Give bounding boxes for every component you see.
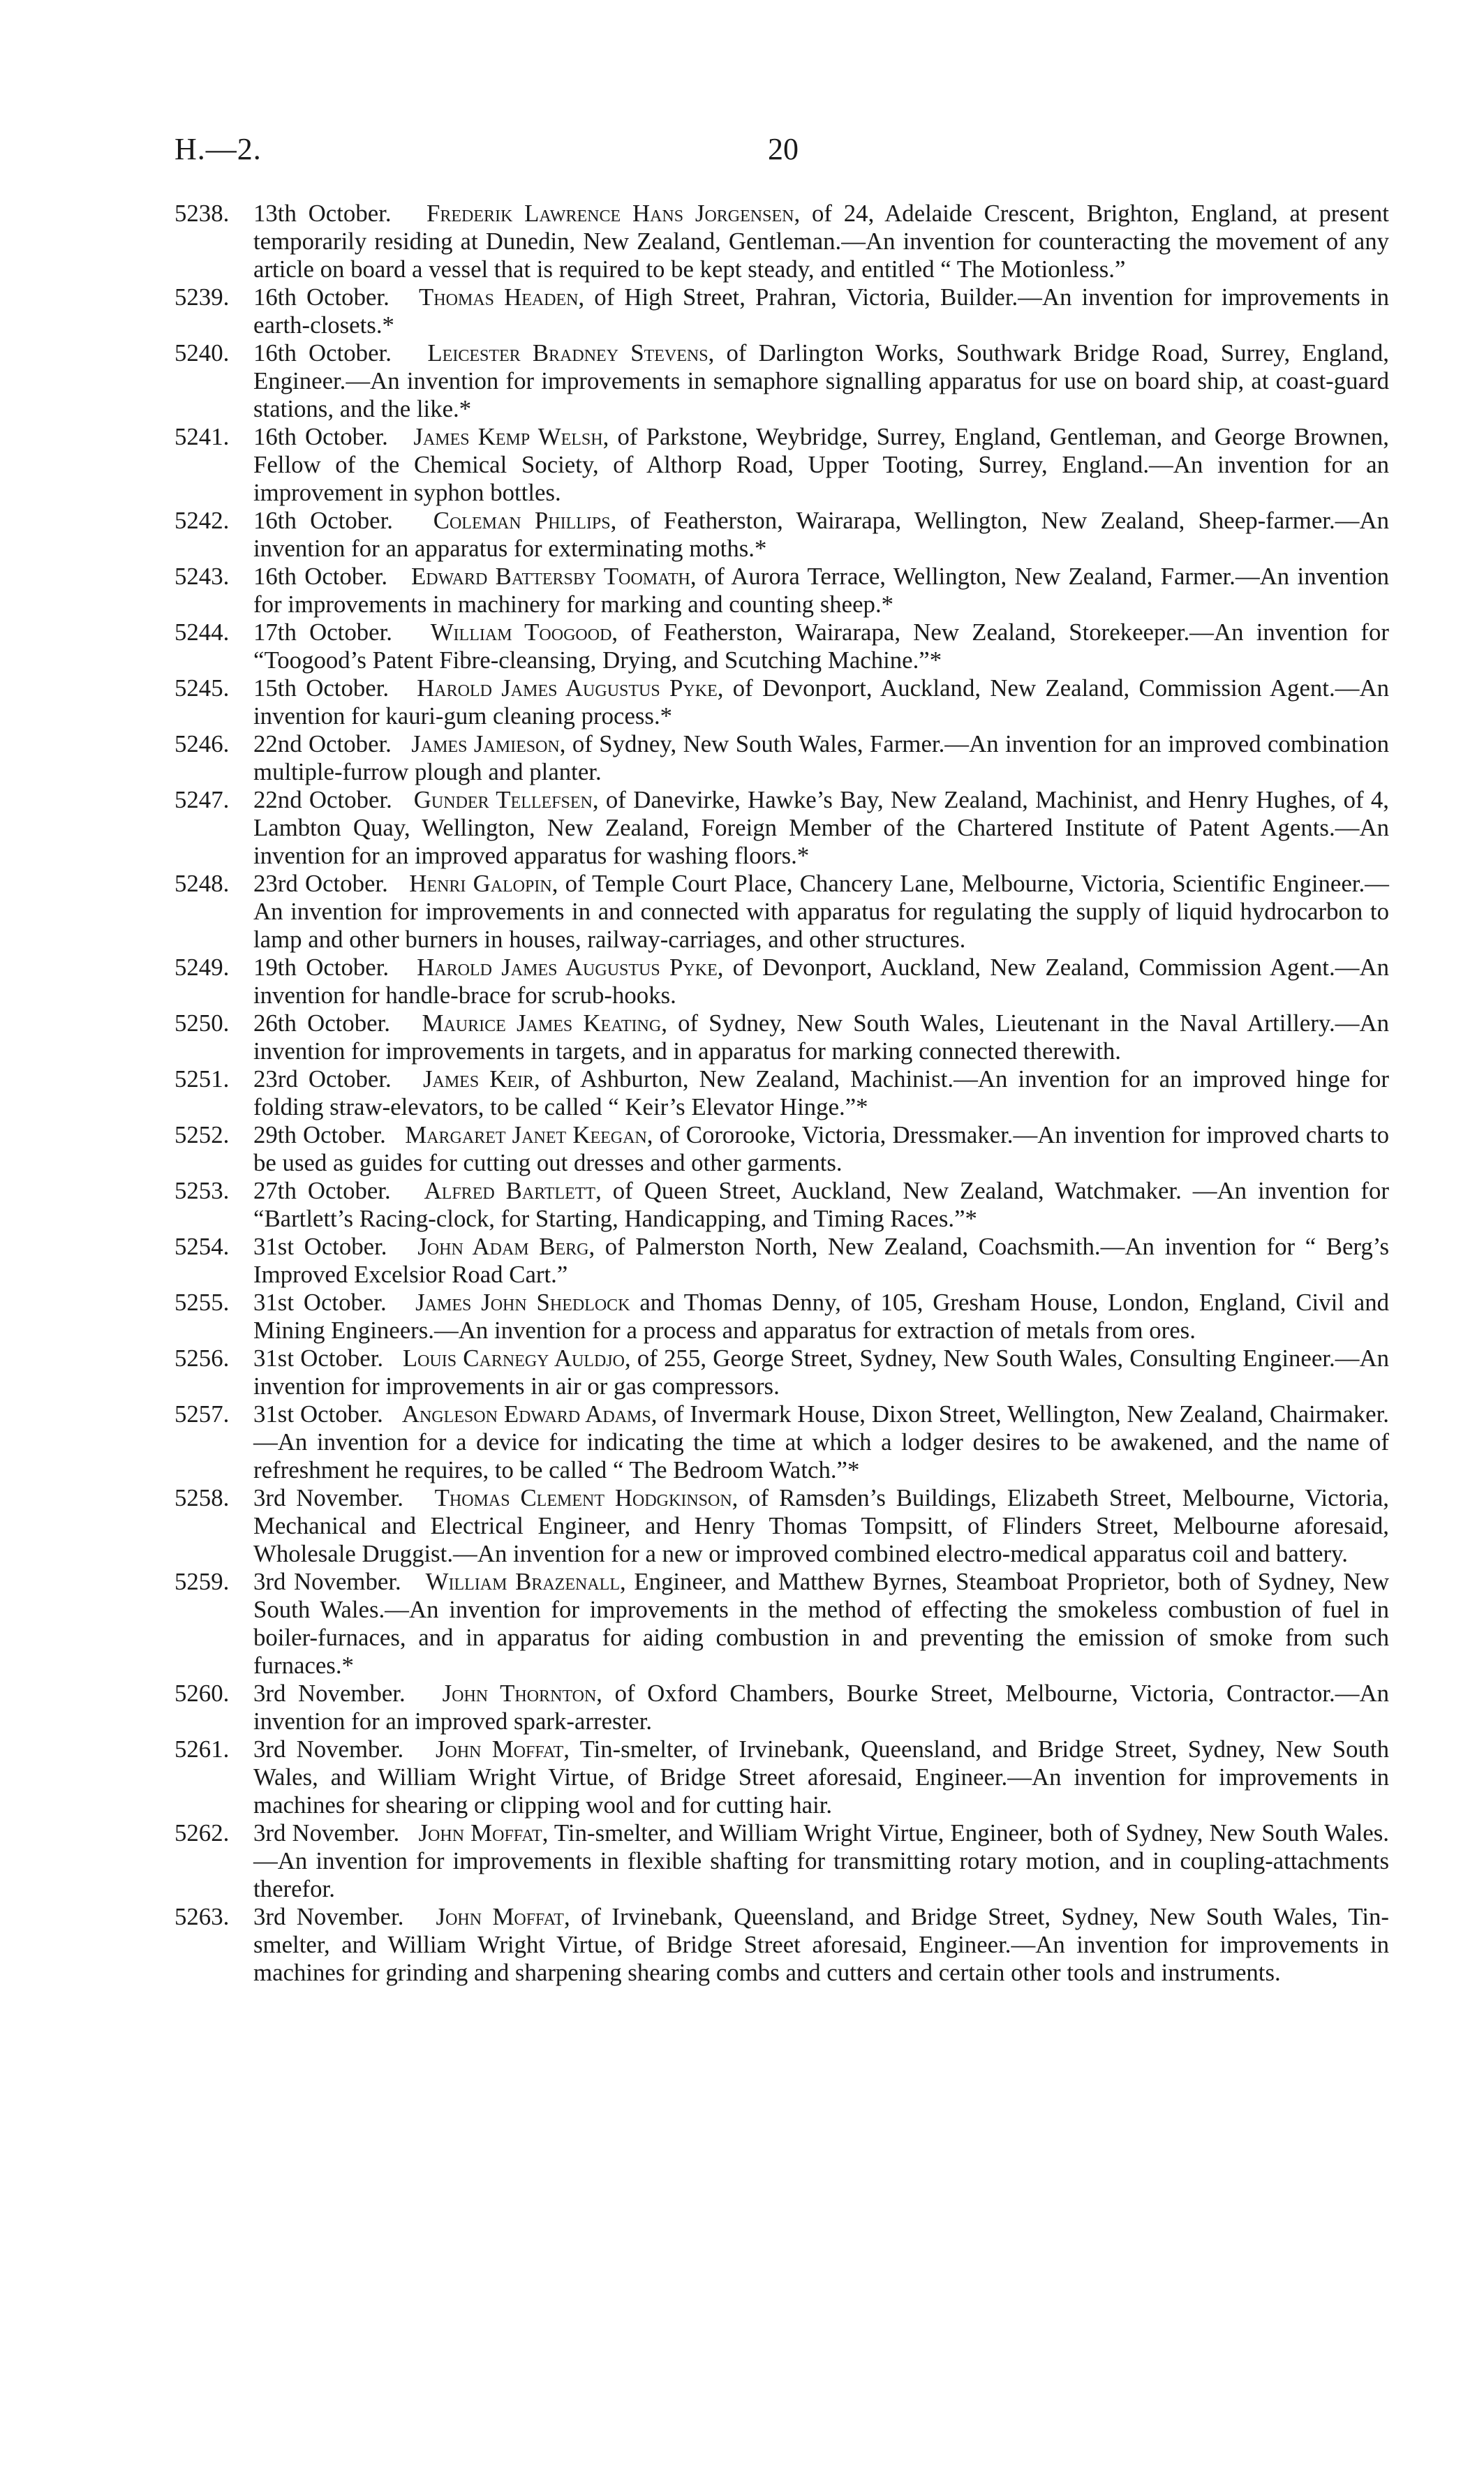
entry-text: , of Devonport, Auckland, New Zealand, Commission Agent.—An invention for handle-brace for scrub-hooks.	[253, 954, 1389, 1009]
entry-text: , Tin-smelter, of Irvinebank, Queensland, and Bridge Street, Sydney, New South Wales, and William Wright Virtue, of Bridge Street aforesaid, Engineer.—An invention for improvements in machines for shearing or clipping wool and for cutting hair.	[253, 1735, 1389, 1819]
entry-number: 5253.	[175, 1177, 230, 1204]
entry-text: , of 255, George Street, Sydney, New South Wales, Consulting Engineer.—An invention for improvements in air or gas compressors.	[253, 1345, 1389, 1400]
entry-date: 23rd October.	[253, 870, 388, 897]
entry-number: 5240.	[175, 339, 230, 367]
entry-number: 5248.	[175, 870, 230, 897]
entry-text: , of Featherston, Wairarapa, New Zealand, Storekeeper.—An invention for “Toogood’s Patent Fibre-cleansing, Drying, and Scutching Machine.”*	[253, 619, 1389, 674]
entry-number: 5243.	[175, 563, 230, 590]
list-item	[175, 1568, 1389, 1680]
entry-number: 5261.	[175, 1735, 230, 1763]
entry-text: , of Featherston, Wairarapa, Wellington, New Zealand, Sheep-farmer.—An invention for an apparatus for exterminating moths.*	[253, 507, 1389, 562]
entry-date: 16th October.	[253, 507, 393, 534]
entry-text: , of 24, Adelaide Crescent, Brighton, England, at present temporarily residing at Dunedin, New Zealand, Gentleman.—An invention for counteracting the movement of any article on board a vessel that is required to be kept steady, and entitled “ The Motionless.”	[253, 200, 1389, 283]
entry-date: 19th October.	[253, 954, 389, 981]
applicant-name: William Toogood	[430, 619, 612, 646]
list-item	[175, 1345, 1389, 1400]
applicant-name: Angleson Edward Adams	[401, 1400, 651, 1428]
entry-number: 5238.	[175, 200, 230, 227]
applicant-name: James John Shedlock	[415, 1289, 630, 1316]
entry-date: 3rd November.	[253, 1680, 406, 1707]
applicant-name: Frederik Lawrence Hans Jorgensen	[426, 200, 794, 227]
entry-text: , of Sydney, New South Wales, Lieutenant in the Naval Artillery.—An invention for improvements in targets, and in apparatus for marking connected therewith.	[253, 1009, 1389, 1065]
patent-entries-list	[175, 200, 1389, 1987]
entry-text: , of High Street, Prahran, Victoria, Builder.—An invention for improvements in earth-closets.*	[253, 283, 1389, 339]
entry-number: 5255.	[175, 1289, 230, 1316]
list-item	[175, 1680, 1389, 1735]
list-item	[175, 1065, 1389, 1121]
entry-number: 5263.	[175, 1903, 230, 1930]
entry-date: 31st October.	[253, 1345, 384, 1372]
list-item	[175, 1735, 1389, 1819]
entry-number: 5247.	[175, 786, 230, 813]
list-item	[175, 1903, 1389, 1987]
list-item	[175, 423, 1389, 507]
entry-text: , of Ashburton, New Zealand, Machinist.—An invention for an improved hinge for folding straw-elevators, to be called “ Keir’s Elevator Hinge.”*	[253, 1065, 1389, 1120]
entry-number: 5251.	[175, 1065, 230, 1093]
applicant-name: Louis Carnegy Auldjo	[402, 1345, 625, 1372]
entry-number: 5246.	[175, 730, 230, 757]
entry-number: 5259.	[175, 1568, 230, 1595]
page-number: 20	[768, 132, 799, 166]
entry-text: , of Danevirke, Hawke’s Bay, New Zealand, Machinist, and Henry Hughes, of 4, Lambton Quay, Wellington, New Zealand, Foreign Member of the Chartered Institute of Patent Agents.—An invention for an improved apparatus for washing floors.*	[253, 786, 1389, 869]
list-item	[175, 339, 1389, 423]
entry-date: 31st October.	[253, 1289, 387, 1316]
entry-date: 17th October.	[253, 619, 392, 646]
entry-number: 5250.	[175, 1009, 230, 1037]
entry-text: , of Devonport, Auckland, New Zealand, Commission Agent.—An invention for kauri-gum cleaning process.*	[253, 674, 1389, 730]
list-item	[175, 507, 1389, 563]
list-item	[175, 1400, 1389, 1484]
list-item	[175, 730, 1389, 786]
applicant-name: William Brazenall	[425, 1568, 620, 1595]
entry-date: 3rd November.	[253, 1819, 400, 1846]
entry-number: 5245.	[175, 674, 230, 702]
applicant-name: Coleman Phillips	[433, 507, 611, 534]
list-item	[175, 200, 1389, 283]
applicant-name: Harold James Augustus Pyke	[417, 674, 718, 702]
entry-text: , of Sydney, New South Wales, Farmer.—An invention for an improved combination multiple-furrow plough and planter.	[253, 730, 1389, 785]
list-item	[175, 1009, 1389, 1065]
entry-date: 26th October.	[253, 1009, 390, 1037]
entry-date: 3rd November.	[253, 1568, 401, 1595]
entry-number: 5257.	[175, 1400, 230, 1428]
entry-date: 29th October.	[253, 1121, 386, 1148]
entry-date: 22nd October.	[253, 786, 392, 813]
entry-date: 27th October.	[253, 1177, 391, 1204]
entry-number: 5258.	[175, 1484, 230, 1511]
applicant-name: John Moffat	[418, 1819, 542, 1846]
applicant-name: Edward Battersby Toomath	[411, 563, 690, 590]
entry-number: 5252.	[175, 1121, 230, 1148]
applicant-name: James Jamieson	[411, 730, 560, 757]
entry-date: 3rd November.	[253, 1735, 404, 1763]
entry-number: 5239.	[175, 283, 230, 311]
entry-number: 5241.	[175, 423, 230, 450]
entry-date: 16th October.	[253, 283, 389, 311]
list-item	[175, 283, 1389, 339]
applicant-name: John Thornton	[442, 1680, 597, 1707]
entry-date: 31st October.	[253, 1400, 383, 1428]
list-item	[175, 1819, 1389, 1903]
applicant-name: Harold James Augustus Pyke	[417, 954, 718, 981]
list-item	[175, 1289, 1389, 1345]
entry-text: , of Invermark House, Dixon Street, Wellington, New Zealand, Chairmaker.—An invention for a device for indicating the time at which a lodger desires to be awakened, and the name of refreshment he requires, to be called “ The Bedroom Watch.”*	[253, 1400, 1389, 1483]
list-item	[175, 619, 1389, 674]
applicant-name: John Moffat	[436, 1903, 564, 1930]
list-item	[175, 1233, 1389, 1289]
applicant-name: John Adam Berg	[417, 1233, 589, 1260]
list-item	[175, 1121, 1389, 1177]
entry-number: 5244.	[175, 619, 230, 646]
entry-text: , of Palmerston North, New Zealand, Coachsmith.—An invention for “ Berg’s Improved Excelsior Road Cart.”	[253, 1233, 1389, 1288]
applicant-name: Margaret Janet Keegan	[405, 1121, 647, 1148]
running-head: H.—2.	[175, 132, 262, 166]
entry-text: , of Ramsden’s Buildings, Elizabeth Street, Melbourne, Victoria, Mechanical and Electrical Engineer, and Henry Thomas Tompsitt, of Flinders Street, Melbourne aforesaid, Wholesale Druggist.—An invention for a new or improved combined electro-medical apparatus coil and battery.	[253, 1484, 1389, 1567]
entry-text: , of Darlington Works, Southwark Bridge Road, Surrey, England, Engineer.—An invention for improvements in semaphore signalling apparatus for use on board ship, at coast-guard stations, and the like.*	[253, 339, 1389, 422]
applicant-name: James Keir	[422, 1065, 535, 1093]
list-item	[175, 563, 1389, 619]
entry-date: 13th October.	[253, 200, 392, 227]
applicant-name: Leicester Bradney Stevens	[427, 339, 708, 367]
entry-text: , of Queen Street, Auckland, New Zealand, Watchmaker. —An invention for “Bartlett’s Racing-clock, for Starting, Handicapping, and Timing Races.”*	[253, 1177, 1390, 1232]
entry-text: , of Temple Court Place, Chancery Lane, Melbourne, Victoria, Scientific Engineer.—An invention for improvements in and connected with apparatus for regulating the supply of liquid hydrocarbon to lamp and other burners in houses, railway-carriages, and other structures.	[253, 870, 1389, 953]
applicant-name: John Moffat	[435, 1735, 564, 1763]
entry-text: , of Cororooke, Victoria, Dressmaker.—An invention for improved charts to be used as guides for cutting out dresses and other garments.	[253, 1121, 1389, 1176]
entry-date: 22nd October.	[253, 730, 392, 757]
entry-date: 23rd October.	[253, 1065, 392, 1093]
entry-text: , Tin-smelter, and William Wright Virtue, Engineer, both of Sydney, New South Wales.—An invention for improvements in flexible shafting for transmitting rotary motion, and in coupling-attachments therefor.	[253, 1819, 1389, 1902]
entry-text: , of Irvinebank, Queensland, and Bridge Street, Sydney, New South Wales, Tin-smelter, and William Wright Virtue, of Bridge Street aforesaid, Engineer.—An invention for improvements in machines for grinding and sharpening shearing combs and cutters and certain other tools and instruments.	[253, 1903, 1389, 1986]
entry-number: 5262.	[175, 1819, 230, 1846]
list-item	[175, 674, 1389, 730]
entry-number: 5249.	[175, 954, 230, 981]
entry-number: 5256.	[175, 1345, 230, 1372]
entry-text: , of Oxford Chambers, Bourke Street, Melbourne, Victoria, Contractor.—An invention for an improved spark-arrester.	[253, 1680, 1389, 1735]
entry-number: 5242.	[175, 507, 230, 534]
applicant-name: Thomas Clement Hodgkinson	[434, 1484, 732, 1511]
entry-text: and Thomas Denny, of 105, Gresham House, London, England, Civil and Mining Engineers.—An invention for a process and apparatus for extraction of metals from ores.	[253, 1289, 1389, 1344]
entry-date: 3rd November.	[253, 1484, 403, 1511]
list-item	[175, 786, 1389, 870]
entry-date: 15th October.	[253, 674, 389, 702]
list-item	[175, 954, 1389, 1009]
applicant-name: Gunder Tellefsen	[413, 786, 593, 813]
entry-date: 31st October.	[253, 1233, 387, 1260]
list-item	[175, 870, 1389, 954]
list-item	[175, 1177, 1389, 1233]
entry-date: 3rd November.	[253, 1903, 404, 1930]
entry-text: , of Aurora Terrace, Wellington, New Zealand, Farmer.—An invention for improvements in machinery for marking and counting sheep.*	[253, 563, 1389, 618]
applicant-name: Alfred Bartlett	[424, 1177, 596, 1204]
entry-date: 16th October.	[253, 339, 392, 367]
applicant-name: Thomas Headen	[419, 283, 579, 311]
entry-text: , of Parkstone, Weybridge, Surrey, England, Gentleman, and George Brownen, Fellow of the Chemical Society, of Althorp Road, Upper Tooting, Surrey, England.—An invention for an improvement in syphon bottles.	[253, 423, 1389, 506]
applicant-name: Maurice James Keating	[422, 1009, 662, 1037]
entry-date: 16th October.	[253, 563, 388, 590]
applicant-name: James Kemp Welsh	[413, 423, 603, 450]
entry-number: 5254.	[175, 1233, 230, 1260]
list-item	[175, 1484, 1389, 1568]
entry-text: , Engineer, and Matthew Byrnes, Steamboat Proprietor, both of Sydney, New South Wales.—An invention for improvements in the method of effecting the smokeless combustion of fuel in boiler-furnaces, and in apparatus for aiding combustion in and preventing the emission of smoke from such furnaces.*	[253, 1568, 1389, 1679]
applicant-name: Henri Galopin	[409, 870, 552, 897]
entry-date: 16th October.	[253, 423, 388, 450]
entry-number: 5260.	[175, 1680, 230, 1707]
